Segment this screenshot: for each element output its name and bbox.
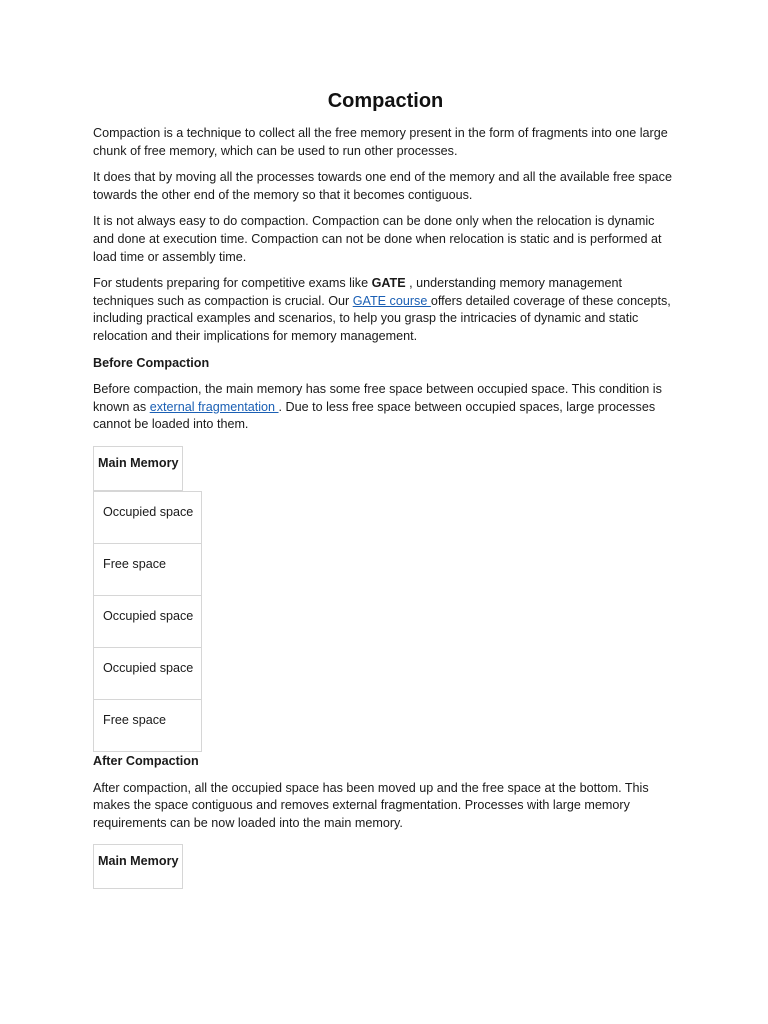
before-memory-table: [93, 491, 202, 752]
after-compaction-heading: After Compaction: [93, 753, 199, 768]
external-fragmentation-link[interactable]: external fragmentation: [149, 399, 279, 414]
memory-cell: Occupied space: [94, 491, 202, 543]
paragraph-gate: [93, 275, 678, 345]
gate-text-3: offers detailed coverage of these concepts, including practical examples and scenarios, to help you grasp the intricacies of dynamic and static relocation and their implications for memory management.: [93, 293, 671, 343]
memory-row: [94, 543, 202, 595]
after-main-memory-header: Main Memory: [93, 844, 183, 889]
memory-row: [94, 647, 202, 699]
paragraph-mechanism: It does that by moving all the processes towards one end of the memory and all the available free space towards the other end of the memory so that it becomes contiguous.: [93, 170, 672, 202]
document-page: [93, 88, 678, 889]
memory-cell: Occupied space: [94, 595, 202, 647]
before-compaction-paragraph: [93, 381, 678, 434]
before-text-2: . Due to less free space between occupied spaces, large processes cannot be loaded into them.: [93, 399, 656, 432]
memory-row: [94, 595, 202, 647]
gate-text-2: , understanding memory management techniques such as compaction is crucial. Our: [93, 276, 622, 308]
memory-cell: Occupied space: [94, 647, 202, 699]
memory-cell: Free space: [94, 543, 202, 595]
page-title: Compaction: [327, 90, 444, 112]
paragraph-conditions: It is not always easy to do compaction. Compaction can be done only when the relocation is dynamic and done at execution time. Compaction can not be done when relocation is static and is performed at load time or assembly time.: [93, 214, 662, 264]
after-compaction-paragraph: After compaction, all the occupied space has been moved up and the free space at the bottom. This makes the space contiguous and removes external fragmentation. Processes with large memory requirements can be now loaded into the main memory.: [93, 780, 649, 830]
before-text-1: Before compaction, the main memory has some free space between occupied space. This condition is known as: [93, 382, 662, 414]
after-memory-block: [93, 841, 678, 889]
memory-cell: Free space: [94, 699, 202, 751]
memory-row: [94, 491, 202, 543]
gate-bold: GATE: [371, 276, 406, 291]
before-compaction-heading: Before Compaction: [93, 355, 210, 370]
before-memory-block: [93, 443, 678, 752]
before-main-memory-header: Main Memory: [93, 446, 183, 491]
gate-course-link[interactable]: GATE course: [352, 293, 431, 308]
paragraph-intro: Compaction is a technique to collect all the free memory present in the form of fragments into one large chunk of free memory, which can be used to run other processes.: [93, 126, 668, 158]
gate-text-1: For students preparing for competitive exams like: [93, 276, 372, 291]
memory-row: [94, 699, 202, 751]
